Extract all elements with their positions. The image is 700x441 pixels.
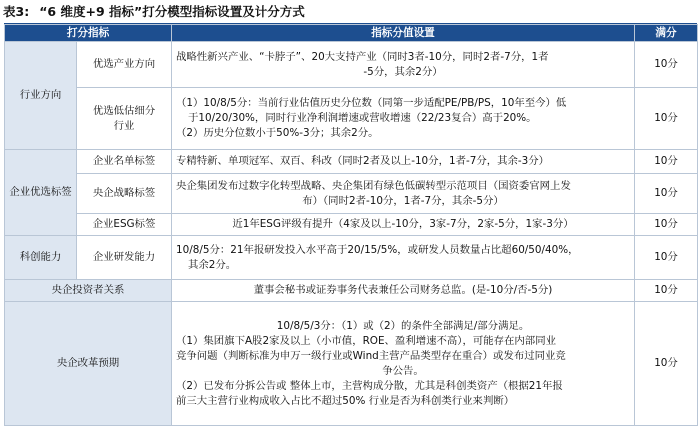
scoring-table [4,24,698,426]
header-setting: 指标分值设置 [172,25,635,42]
group-enterprise: 企业优选标签 [5,150,77,236]
desc-line: （1）10/8/5分：当前行业估值历史分位数（同第一步适配PE/PB/PS，10年至今）低 [176,97,567,109]
table-header-row [5,25,698,42]
row-name: 企业研发能力 [77,236,172,280]
row-desc [172,88,635,150]
table-row [5,236,698,280]
group-reform: 央企改革预期 [5,302,172,426]
row-desc [172,214,635,236]
desc-line: 央企集团发布过数字化转型战略、央企集团有绿色低碳转型示范项目（国资委官网上发 [176,179,571,192]
desc-line: （1）集团旗下A股2家及以上（小市值，ROE、盈利增速不高），可能存在内部同业 [176,334,556,347]
table-caption: “6 维度+9 指标”打分模型指标设置及计分方式 [39,4,305,19]
header-indicator: 打分指标 [5,25,172,42]
desc-line: 前三大主营行业构成收入占比不超过50% 行业是否为科创类行业来判断） [176,394,515,407]
desc-line: 争公告。 [382,364,424,377]
table-row [5,214,698,236]
desc-line: 布）（同时2者-10分，1者-7分，其余-5分） [302,194,504,207]
row-name-line: 行业 [113,119,135,132]
desc-line: 战略性新兴产业、“卡脖子”、20大支持产业（同时3者-10分，同时2者-7分，1者 [176,50,549,63]
row-score: 10分 [635,280,698,302]
desc-line: 10/8/5/3分：（1）或（2）的条件全部满足/部分满足。 [276,319,530,332]
row-desc [172,302,635,426]
row-score: 10分 [635,88,698,150]
row-name: 优选产业方向 [77,42,172,88]
desc-line: 董事会秘书或证券事务代表兼任公司财务总监。(是-10分/否-5分) [253,284,553,296]
table-title [0,0,700,22]
row-name: 央企战略标签 [77,174,172,214]
row-score: 10分 [635,42,698,88]
table-row [5,302,698,426]
desc-line: 其余2分。 [188,258,237,271]
row-name [77,88,172,150]
header-score: 满分 [635,25,698,42]
row-desc [172,174,635,214]
row-desc [172,42,635,88]
table-row [5,280,698,302]
row-desc [172,236,635,280]
row-score: 10分 [635,174,698,214]
table-row [5,150,698,174]
row-score: 10分 [635,236,698,280]
desc-line: 于10/20/30%，同时行业净利润增速或营收增速（22/23复合）高于20%。 [188,112,537,124]
desc-line: 竞争问题（判断标准为申万一级行业或Wind主营产品类型存在重合）或发布过同业竞 [176,349,566,362]
row-desc [172,150,635,174]
desc-line: 专精特新、单项冠军、双百、科改（同时2者及以上-10分，1者-7分，其余-3分） [176,155,550,167]
row-name-line: 优选低估细分 [92,104,156,117]
row-name: 企业名单标签 [77,150,172,174]
row-score: 10分 [635,150,698,174]
group-investor: 央企投资者关系 [5,280,172,302]
desc-line: -5分，其余2分） [363,65,443,78]
table-row [5,174,698,214]
group-industry: 行业方向 [5,42,77,150]
desc-line: （2）已发布分拆公告或 整体上市，主营构成分散，尤其是科创类资产（根据21年报 [176,379,563,392]
table-row [5,42,698,88]
row-score: 10分 [635,302,698,426]
group-tech: 科创能力 [5,236,77,280]
desc-line: 近1年ESG评级有提升（4家及以上-10分，3家-7分，2家-5分，1家-3分） [232,218,574,230]
row-score: 10分 [635,214,698,236]
desc-line: （2）历史分位数小于50%-3分；其余2分。 [176,127,379,139]
row-name: 企业ESG标签 [77,214,172,236]
table-row [5,88,698,150]
desc-line: 10/8/5分：21年报研发投入水平高于20/15/5%，或研发人员数量占比超60/50/40%， [176,243,579,256]
row-desc [172,280,635,302]
table-number: 表3: [3,4,30,19]
